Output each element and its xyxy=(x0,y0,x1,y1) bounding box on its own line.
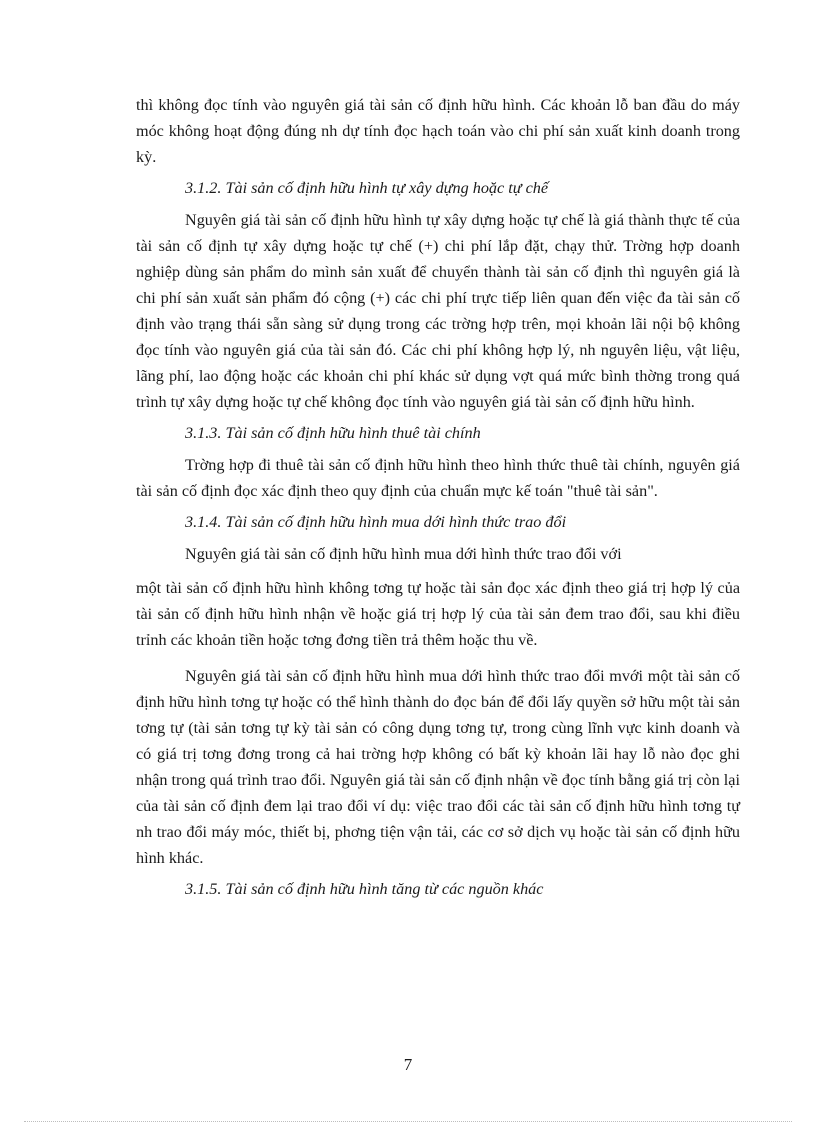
document-page xyxy=(136,92,740,908)
paragraph-exchange-similar: Nguyên giá tài sản cố định hữu hình mua dới hình thức trao đổi mvới một tài sản cố định hữu hình tơng tự hoặc có thể hình thành do đọc bán để đổi lấy quyền sở hữu một tài sản tơng tự (tài sản tơng tự kỳ tài sản có công dụng tơng tự, trong cùng lĩnh vực kinh doanh và có giá trị tơng đơng trong cả hai trờng hợp không có bất kỳ khoản lãi hay lỗ nào đọc ghi nhận trong quá trình trao đổi. Nguyên giá tài sản cố định nhận về đọc tính bằng giá trị còn lại của tài sản cố định đem lại trao đổi ví dụ: việc trao đổi các tài sản cố định hữu hình tơng tự nh trao đổi máy móc, thiết bị, phơng tiện vận tải, các cơ sở dịch vụ hoặc tài sản cố định hữu hình khác. xyxy=(136,667,740,867)
paragraph-self-built: Nguyên giá tài sản cố định hữu hình tự xây dựng hoặc tự chế là giá thành thực tế của tài sản cố định tự xây dựng hoặc tự chế (+) chi phí lắp đặt, chạy thử. Trờng hợp doanh nghiệp dùng sản phẩm do mình sản xuất để chuyển thành tài sản cố định thì nguyên giá là chi phí sản xuất sản phẩm đó cộng (+) các chi phí trực tiếp liên quan đến việc đa tài sản cố định vào trạng thái sẵn sàng sử dụng trong các trờng hợp trên, mọi khoản lãi nội bộ không đọc tính vào nguyên giá của tài sản đó. Các chi phí không hợp lý, nh nguyên liệu, vật liệu, lãng phí, lao động hoặc các khoản chi phí khác sử dụng vợt quá mức bình thờng trong quá trình tự xây dựng hoặc tự chế không đọc tính vào nguyên giá tài sản cố định hữu hình. xyxy=(136,211,740,411)
heading-3-1-4: 3.1.4. Tài sản cố định hữu hình mua dới hình thức trao đổi xyxy=(185,513,567,531)
page-bottom-divider xyxy=(24,1121,792,1122)
heading-3-1-3: 3.1.3. Tài sản cố định hữu hình thuê tài chính xyxy=(185,424,481,442)
paragraph-continuation: thì không đọc tính vào nguyên giá tài sản cố định hữu hình. Các khoản lỗ ban đầu do máy móc không hoạt động đúng nh dự tính đọc hạch toán vào chi phí sản xuất kinh doanh trong kỳ. xyxy=(136,96,740,166)
heading-3-1-5: 3.1.5. Tài sản cố định hữu hình tăng từ các nguồn khác xyxy=(185,880,544,898)
paragraph-exchange-intro: Nguyên giá tài sản cố định hữu hình mua dới hình thức trao đổi với xyxy=(185,545,622,563)
page-number: 7 xyxy=(403,1055,413,1074)
heading-3-1-2: 3.1.2. Tài sản cố định hữu hình tự xây dựng hoặc tự chế xyxy=(185,179,549,197)
paragraph-exchange-dissimilar: một tài sản cố định hữu hình không tơng tự hoặc tài sản đọc xác định theo giá trị hợp lý của tài sản cố định hữu hình nhận về hoặc giá trị hợp lý của tài sản đem trao đổi, sau khi điều trỉnh các khoản tiền hoặc tơng đơng tiền trả thêm hoặc thu về. xyxy=(136,579,740,649)
paragraph-finance-lease: Trờng hợp đi thuê tài sản cố định hữu hình theo hình thức thuê tài chính, nguyên giá tài sản cố định đọc xác định theo quy định của chuẩn mực kế toán "thuê tài sản". xyxy=(136,456,740,500)
